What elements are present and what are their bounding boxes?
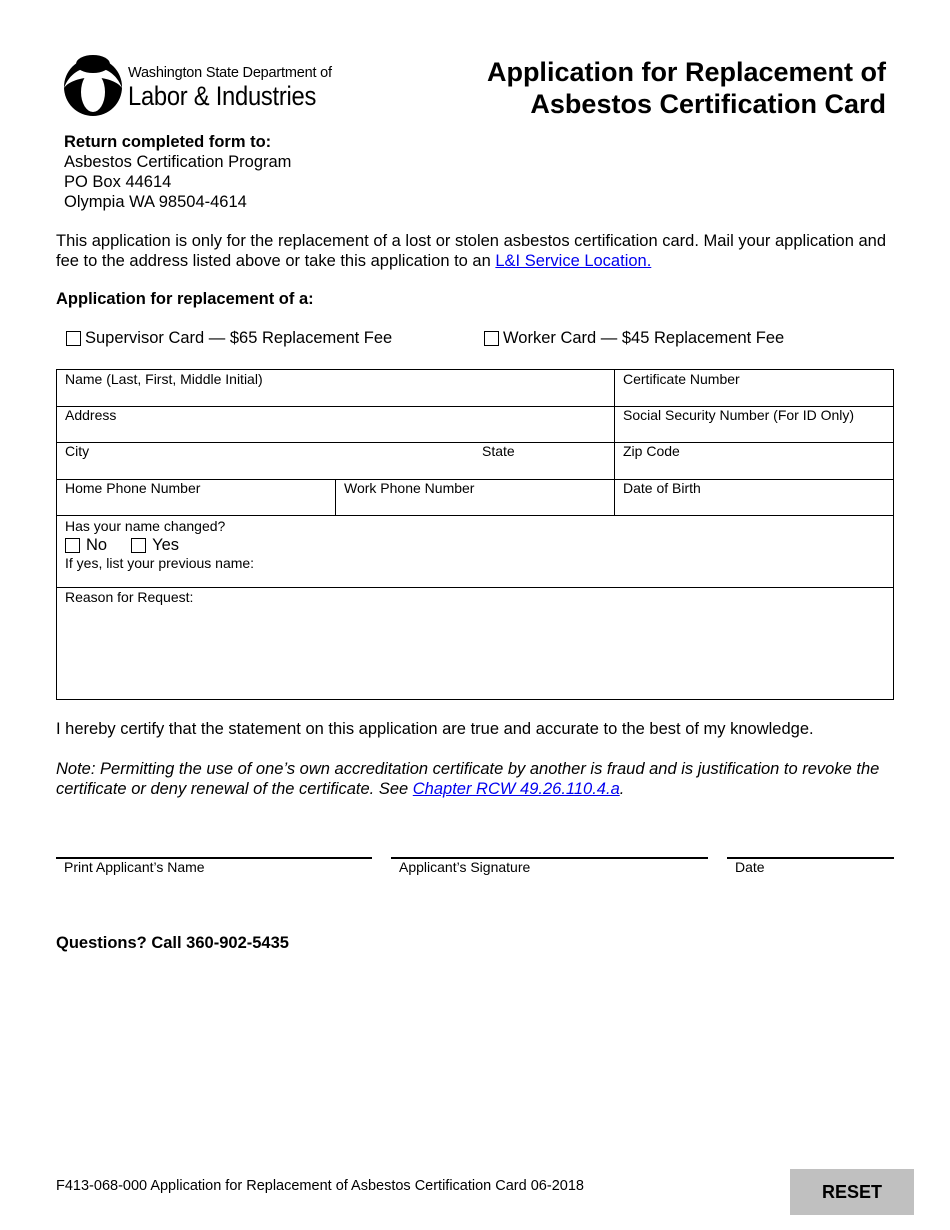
name-changed-yes-checkbox[interactable] bbox=[131, 538, 146, 553]
signature-label: Applicant’s Signature bbox=[399, 859, 531, 875]
rcw-link[interactable]: Chapter RCW 49.26.110.4.a bbox=[412, 780, 620, 798]
worker-card-option[interactable] bbox=[484, 329, 784, 348]
worker-card-checkbox[interactable] bbox=[484, 331, 499, 346]
supervisor-card-option[interactable] bbox=[66, 329, 392, 348]
return-address bbox=[64, 132, 291, 212]
application-form bbox=[56, 369, 894, 700]
form-footer: F413-068-000 Application for Replacement of Asbestos Certification Card 06-2018 bbox=[56, 1178, 584, 1194]
name-changed-no-checkbox[interactable] bbox=[65, 538, 80, 553]
certification-statement: I hereby certify that the statement on this application are true and accurate to the best of my knowledge. bbox=[56, 720, 814, 738]
note-end: . bbox=[619, 780, 625, 798]
intro-paragraph bbox=[56, 231, 896, 271]
supervisor-card-checkbox[interactable] bbox=[66, 331, 81, 346]
name-change-section bbox=[65, 517, 254, 572]
replacement-heading: Application for replacement of a: bbox=[56, 290, 314, 308]
work-phone-field[interactable]: Work Phone Number bbox=[344, 480, 475, 496]
title-line2: Asbestos Certification Card bbox=[530, 89, 886, 119]
previous-name-field[interactable]: If yes, list your previous name: bbox=[65, 555, 255, 571]
certificate-number-field[interactable]: Certificate Number bbox=[623, 371, 740, 387]
return-line2: PO Box 44614 bbox=[64, 173, 172, 191]
agency-name-line2: Labor & Industries bbox=[128, 81, 317, 111]
page-title bbox=[366, 56, 886, 120]
intro-text: This application is only for the replacement of a lost or stolen asbestos certification card. Mail your application and fee to the address listed above or take this application to an bbox=[56, 232, 887, 270]
questions-contact: Questions? Call 360-902-5435 bbox=[56, 934, 289, 952]
return-line3: Olympia WA 98504-4614 bbox=[64, 193, 247, 211]
name-changed-no-label: No bbox=[86, 536, 108, 554]
reason-for-request-field[interactable]: Reason for Request: bbox=[65, 589, 194, 605]
home-phone-field[interactable]: Home Phone Number bbox=[65, 480, 201, 496]
name-changed-label: Has your name changed? bbox=[65, 518, 226, 534]
address-field[interactable]: Address bbox=[65, 407, 117, 423]
agency-name-line1: Washington State Department of bbox=[128, 65, 332, 81]
note-text: Note: Permitting the use of one’s own accreditation certificate by another is fraud and is justification to revoke the certificate or deny renewal of the certificate. See bbox=[56, 760, 880, 798]
ssn-field[interactable]: Social Security Number (For ID Only) bbox=[623, 407, 855, 423]
worker-card-label: Worker Card — $45 Replacement Fee bbox=[503, 329, 785, 347]
supervisor-card-label: Supervisor Card — $65 Replacement Fee bbox=[85, 329, 393, 347]
agency-logo bbox=[62, 52, 332, 118]
return-line1: Asbestos Certification Program bbox=[64, 153, 292, 171]
print-name-label: Print Applicant’s Name bbox=[64, 859, 205, 875]
date-label: Date bbox=[735, 859, 765, 875]
name-field[interactable]: Name (Last, First, Middle Initial) bbox=[65, 371, 263, 387]
title-line1: Application for Replacement of bbox=[486, 57, 886, 87]
zip-code-field[interactable]: Zip Code bbox=[623, 443, 680, 459]
date-of-birth-field[interactable]: Date of Birth bbox=[623, 480, 701, 496]
name-changed-yes-label: Yes bbox=[152, 536, 180, 554]
lni-logo-icon bbox=[62, 52, 124, 118]
return-heading: Return completed form to: bbox=[64, 133, 272, 151]
service-location-link[interactable]: L&I Service Location. bbox=[495, 252, 652, 270]
reset-button[interactable]: RESET bbox=[790, 1169, 914, 1215]
state-field[interactable]: State bbox=[482, 443, 515, 459]
city-field[interactable]: City bbox=[65, 443, 90, 459]
fraud-note bbox=[56, 759, 896, 799]
